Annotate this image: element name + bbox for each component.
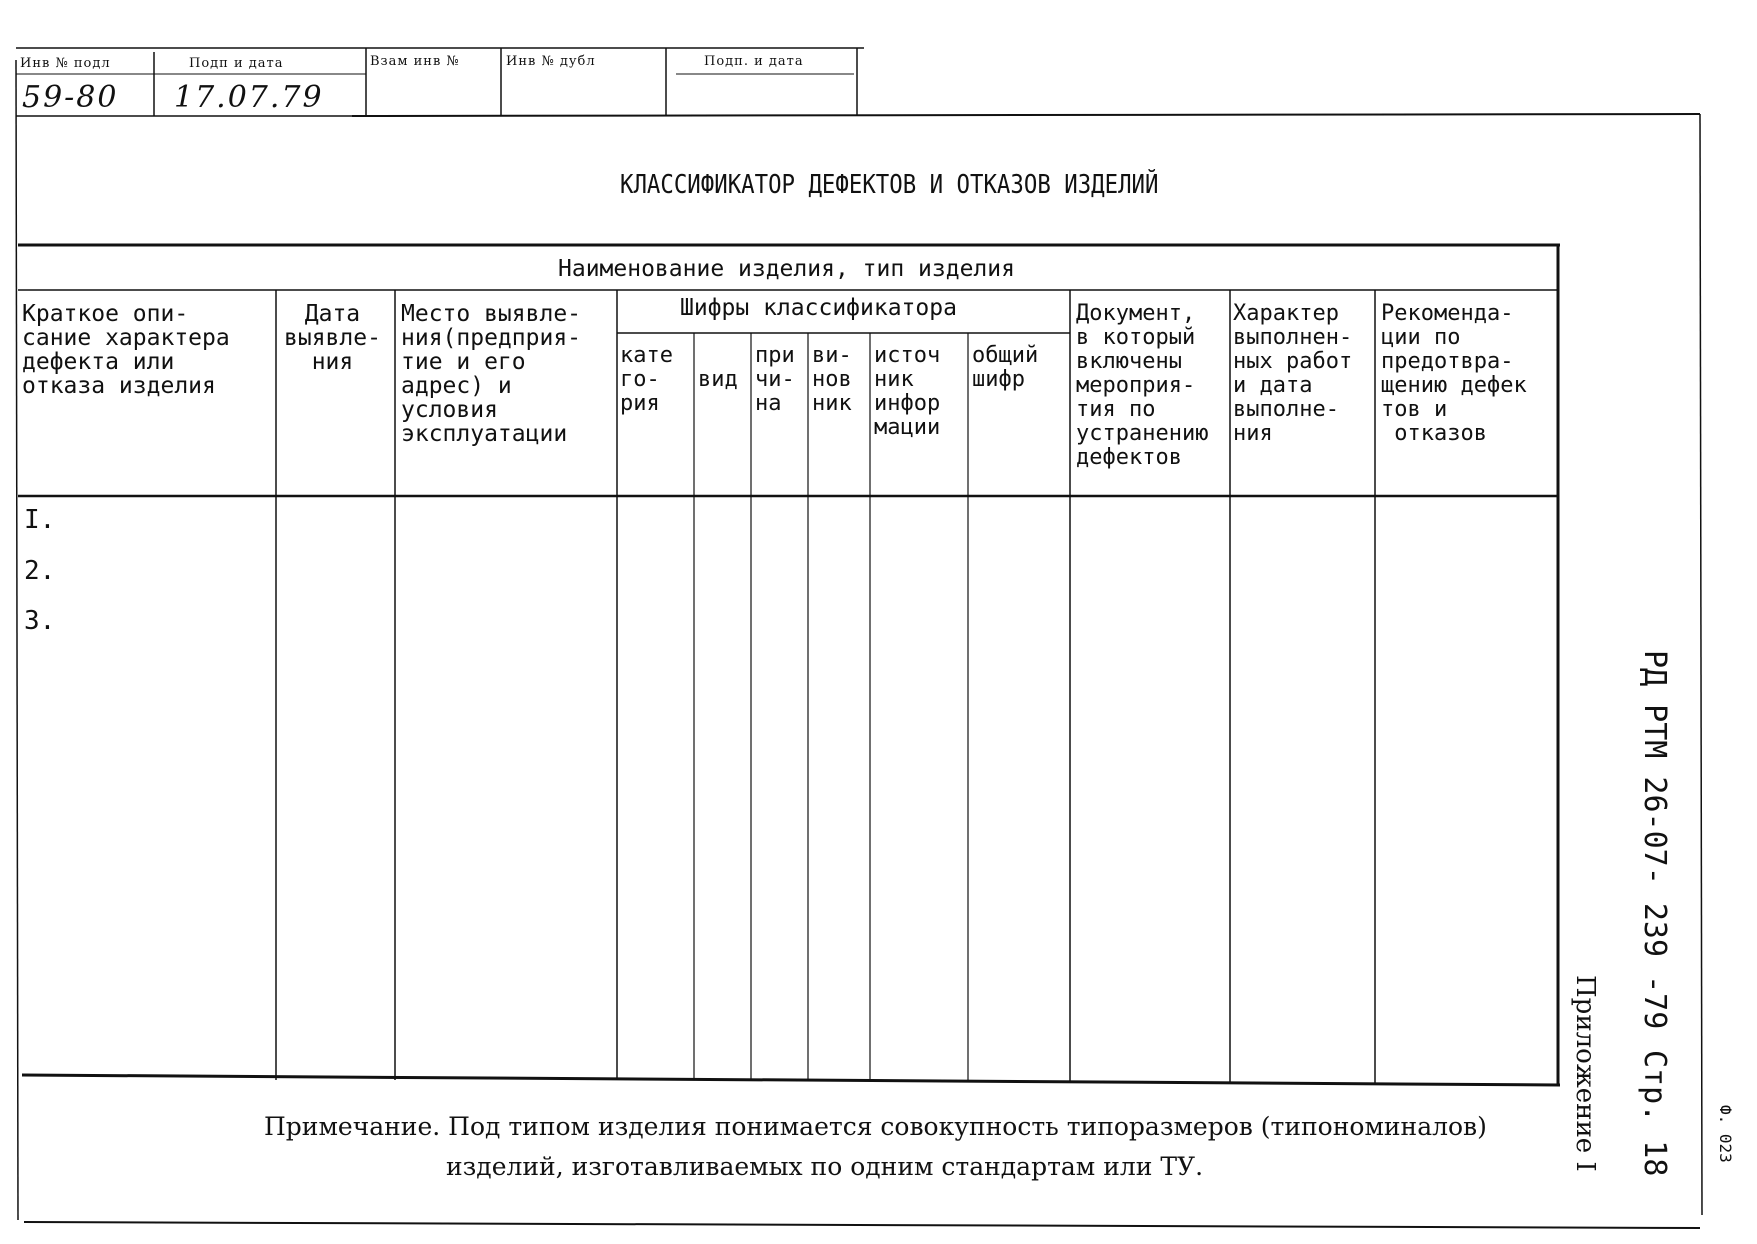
date-value: 17.07.79 [174, 80, 324, 115]
table-row-number: 2. [24, 556, 56, 586]
document-code: РД РТМ 26-07- 239 -79 [1637, 650, 1672, 1030]
sign-date-label-2: Подп. и дата [704, 54, 804, 69]
col-description-header: Краткое опи- сание характера дефекта или отказа изделия [22, 301, 230, 399]
appendix-label: Приложение I [1570, 975, 1600, 1172]
col-recommendations-header: Рекоменда- ции по предотвра- щению дефек тов и отказов [1381, 301, 1527, 446]
cipher-general-header: общий шифр [972, 343, 1039, 392]
note-line-2: изделий, изготавливаемых по одним стандартам или ТУ. [446, 1152, 1204, 1181]
col-location-header: Место выявле- ния(предприя- тие и его адрес) и условия эксплуатации [401, 301, 582, 447]
document-title: КЛАССИФИКАТОР ДЕФЕКТОВ И ОТКАЗОВ ИЗДЕЛИЙ [620, 170, 1159, 200]
sign-date-label: Подп и дата [189, 56, 284, 71]
dup-inv-label: Инв № дубл [506, 54, 596, 69]
table-row-number: I. [24, 505, 56, 535]
cipher-cause-header: при чи- на [755, 343, 795, 416]
cipher-culprit-header: ви- нов ник [812, 343, 852, 416]
replace-inv-label: Взам инв № [370, 54, 460, 69]
product-name-header: Наименование изделия, тип изделия [558, 256, 1015, 282]
cipher-category-header: кате го- рия [620, 343, 673, 416]
cipher-source-header: источ ник инфор мации [874, 343, 941, 440]
page-number: Стр. 18 [1637, 1050, 1672, 1177]
form-number: Ф. 023 [1716, 1105, 1735, 1163]
note-line-1: Примечание. Под типом изделия понимается совокупность типоразмеров (типономиналов) [264, 1112, 1487, 1141]
col-document-header: Документ, в который включены мероприя- тия по устранению дефектов [1076, 301, 1209, 470]
col-works-header: Характер выполнен- ных работ и дата выполне- ния [1233, 301, 1353, 446]
col-date-header: Дата выявле- ния [284, 301, 381, 375]
inv-value: 59-80 [22, 80, 119, 115]
cipher-type-header: вид [698, 367, 738, 392]
table-row-number: 3. [24, 606, 56, 636]
inv-label: Инв № подл [20, 56, 111, 71]
cipher-group-header: Шифры классификатора [680, 295, 957, 321]
